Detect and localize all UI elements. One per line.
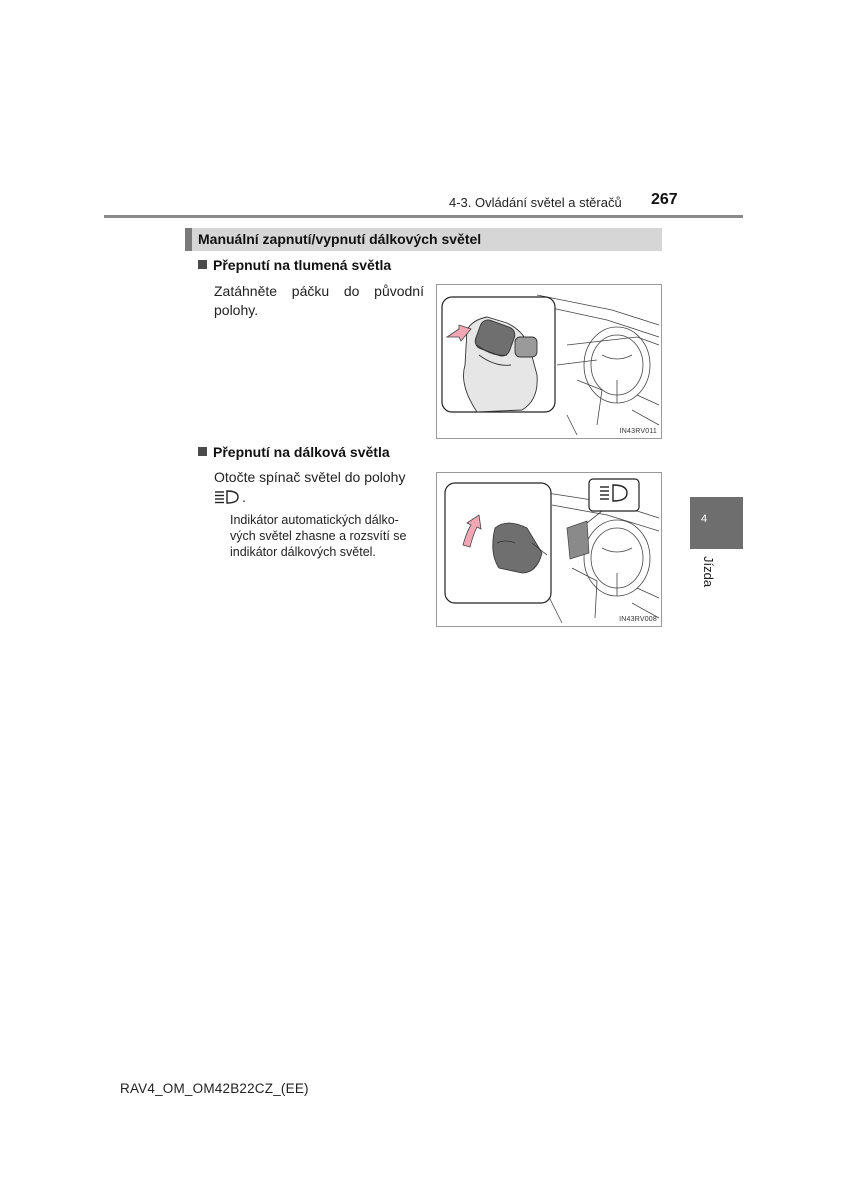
word: do xyxy=(343,283,360,299)
item-heading-low-beam xyxy=(198,257,391,273)
section-title: Manuální zapnutí/vypnutí dálkových světel xyxy=(198,231,482,247)
section-heading-bar xyxy=(185,228,662,251)
note-line: vých světel zhasne a rozsvítí se xyxy=(230,529,407,543)
chapter-label: Jízda xyxy=(701,556,716,588)
document-code-footer: RAV4_OM_OM42B22CZ_(EE) xyxy=(120,1081,309,1096)
page-number: 267 xyxy=(651,191,678,208)
figure-high-beam xyxy=(436,472,662,627)
item-heading-high-beam xyxy=(198,444,390,460)
note-high-beam xyxy=(230,512,425,560)
figure-low-beam xyxy=(436,284,662,439)
item-heading-low-beam-text: Přepnutí na tlumená světla xyxy=(213,257,392,273)
lever-rotate-illustration xyxy=(437,473,661,626)
item-heading-high-beam-text: Přepnutí na dálková světla xyxy=(213,444,390,460)
text-line-2: polohy. xyxy=(214,302,259,318)
figure-code: IN43RV008 xyxy=(619,616,657,623)
chapter-tab xyxy=(690,497,743,549)
chapter-number: 4 xyxy=(701,513,708,525)
note-line: indikátor dálkových světel. xyxy=(230,545,376,559)
figure-code: IN43RV011 xyxy=(619,428,657,435)
item-text-high-beam-line2 xyxy=(214,488,246,510)
item-text-low-beam xyxy=(214,282,424,320)
bullet-square-icon xyxy=(198,260,207,269)
item-text-high-beam-line1: Otočte spínač světel do polohy xyxy=(214,469,406,485)
word: páčku xyxy=(291,283,330,299)
lever-pull-illustration xyxy=(437,285,661,438)
high-beam-icon xyxy=(214,489,240,510)
header-rule xyxy=(104,215,743,218)
word: Zatáhněte xyxy=(214,283,278,299)
justified-line xyxy=(214,282,424,301)
bullet-square-icon xyxy=(198,447,207,456)
text-suffix: . xyxy=(242,489,246,505)
note-line: Indikátor automatických dálko- xyxy=(230,513,399,527)
word: původní xyxy=(374,283,424,299)
header-section-title: 4-3. Ovládání světel a stěračů xyxy=(449,195,622,210)
